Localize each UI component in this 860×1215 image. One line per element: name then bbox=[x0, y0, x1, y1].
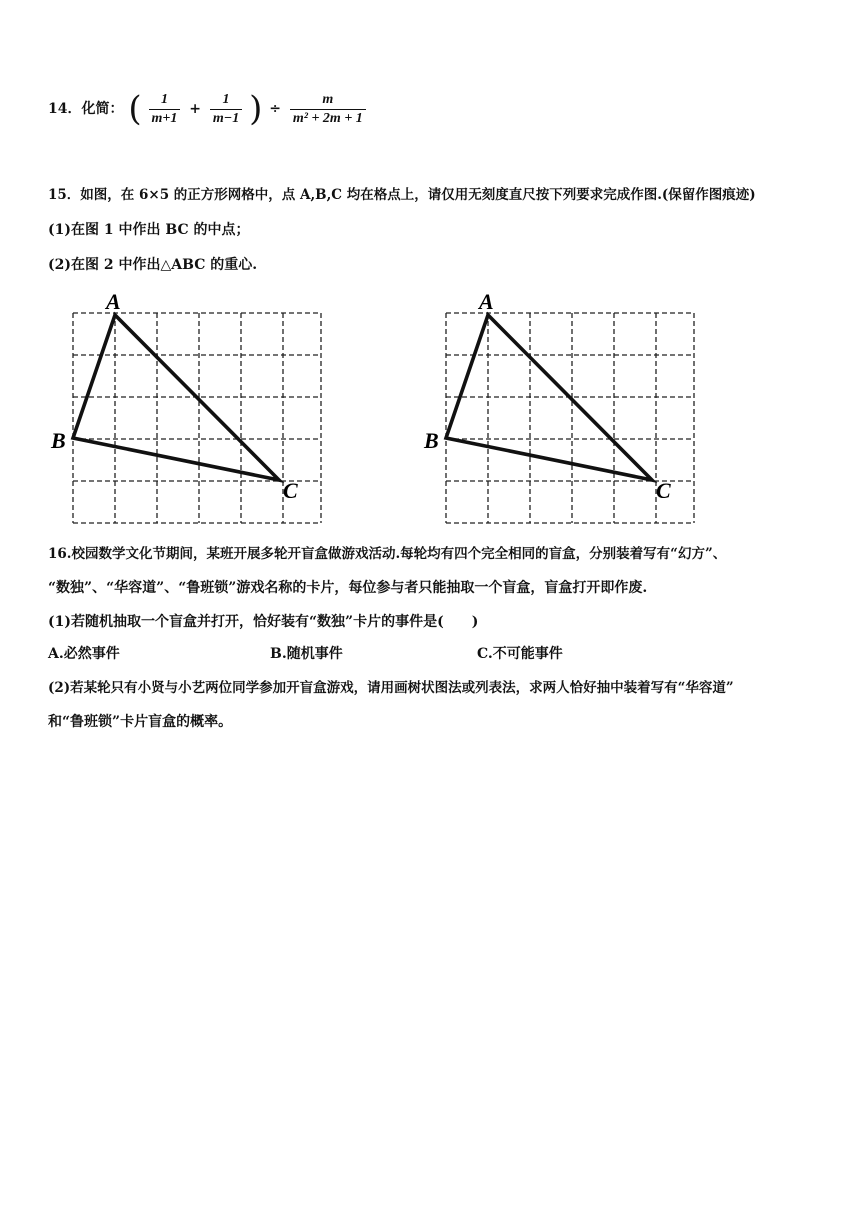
fraction-3 bbox=[290, 91, 366, 128]
q16-part1: (1)若随机抽取一个盲盒并打开，恰好装有“数独”卡片的事件是( ) bbox=[48, 614, 479, 630]
q16-option-c: C.不可能事件 bbox=[477, 646, 563, 662]
close-paren: ) bbox=[249, 89, 263, 129]
vertex-label-a: A bbox=[479, 289, 494, 314]
divide-sign: ÷ bbox=[269, 101, 281, 117]
figure-1-grid bbox=[40, 286, 330, 528]
q16-stem-line1: 16.校园数学文化节期间，某班开展多轮开盲盒做游戏活动.每轮均有四个完全相同的盲盒，分别装着写有“幻方”、 bbox=[48, 546, 727, 562]
vertex-label-c: C bbox=[656, 478, 671, 503]
fraction-1-numerator: 1 bbox=[149, 91, 181, 110]
vertex-label-c: C bbox=[283, 478, 298, 503]
q15-part2: (2)在图 2 中作出△ABC 的重心. bbox=[48, 257, 258, 273]
q16-stem-line2: “数独”、“华容道”、“鲁班锁”游戏名称的卡片，每位参与者只能抽取一个盲盒，盲盒打开即作废. bbox=[48, 580, 648, 596]
fraction-2 bbox=[210, 91, 242, 128]
vertex-label-b: B bbox=[51, 428, 66, 453]
vertex-label-b: B bbox=[424, 428, 439, 453]
q14-label: 14．化简： bbox=[48, 101, 124, 117]
fraction-1-denominator: m+1 bbox=[151, 110, 178, 126]
q15-part1: (1)在图 1 中作出 BC 的中点； bbox=[48, 222, 250, 238]
figure-2-grid bbox=[413, 286, 703, 528]
question-14 bbox=[48, 87, 368, 131]
plus-sign: + bbox=[189, 101, 201, 117]
triangle-abc bbox=[73, 315, 279, 480]
open-paren: ( bbox=[128, 89, 142, 129]
q16-option-b: B.随机事件 bbox=[270, 646, 343, 662]
fraction-3-numerator: m bbox=[290, 91, 366, 110]
q16-part2-line2: 和“鲁班锁”卡片盲盒的概率。 bbox=[48, 714, 233, 730]
q16-option-a: A.必然事件 bbox=[48, 646, 120, 662]
fraction-2-denominator: m−1 bbox=[212, 110, 240, 126]
fraction-3-denominator: m² + 2m + 1 bbox=[292, 110, 363, 126]
fraction-2-numerator: 1 bbox=[210, 91, 242, 110]
vertex-label-a: A bbox=[106, 289, 121, 314]
q16-part2-line1: (2)若某轮只有小贤与小艺两位同学参加开盲盒游戏，请用画树状图法或列表法，求两人恰好抽中装着写有“华容道” bbox=[48, 680, 734, 696]
triangle-abc bbox=[446, 315, 652, 480]
q15-stem: 15．如图，在 6×5 的正方形网格中，点 A,B,C 均在格点上，请仅用无刻度直尺按下列要求完成作图.(保留作图痕迹) bbox=[48, 187, 756, 203]
fraction-1 bbox=[149, 91, 181, 128]
